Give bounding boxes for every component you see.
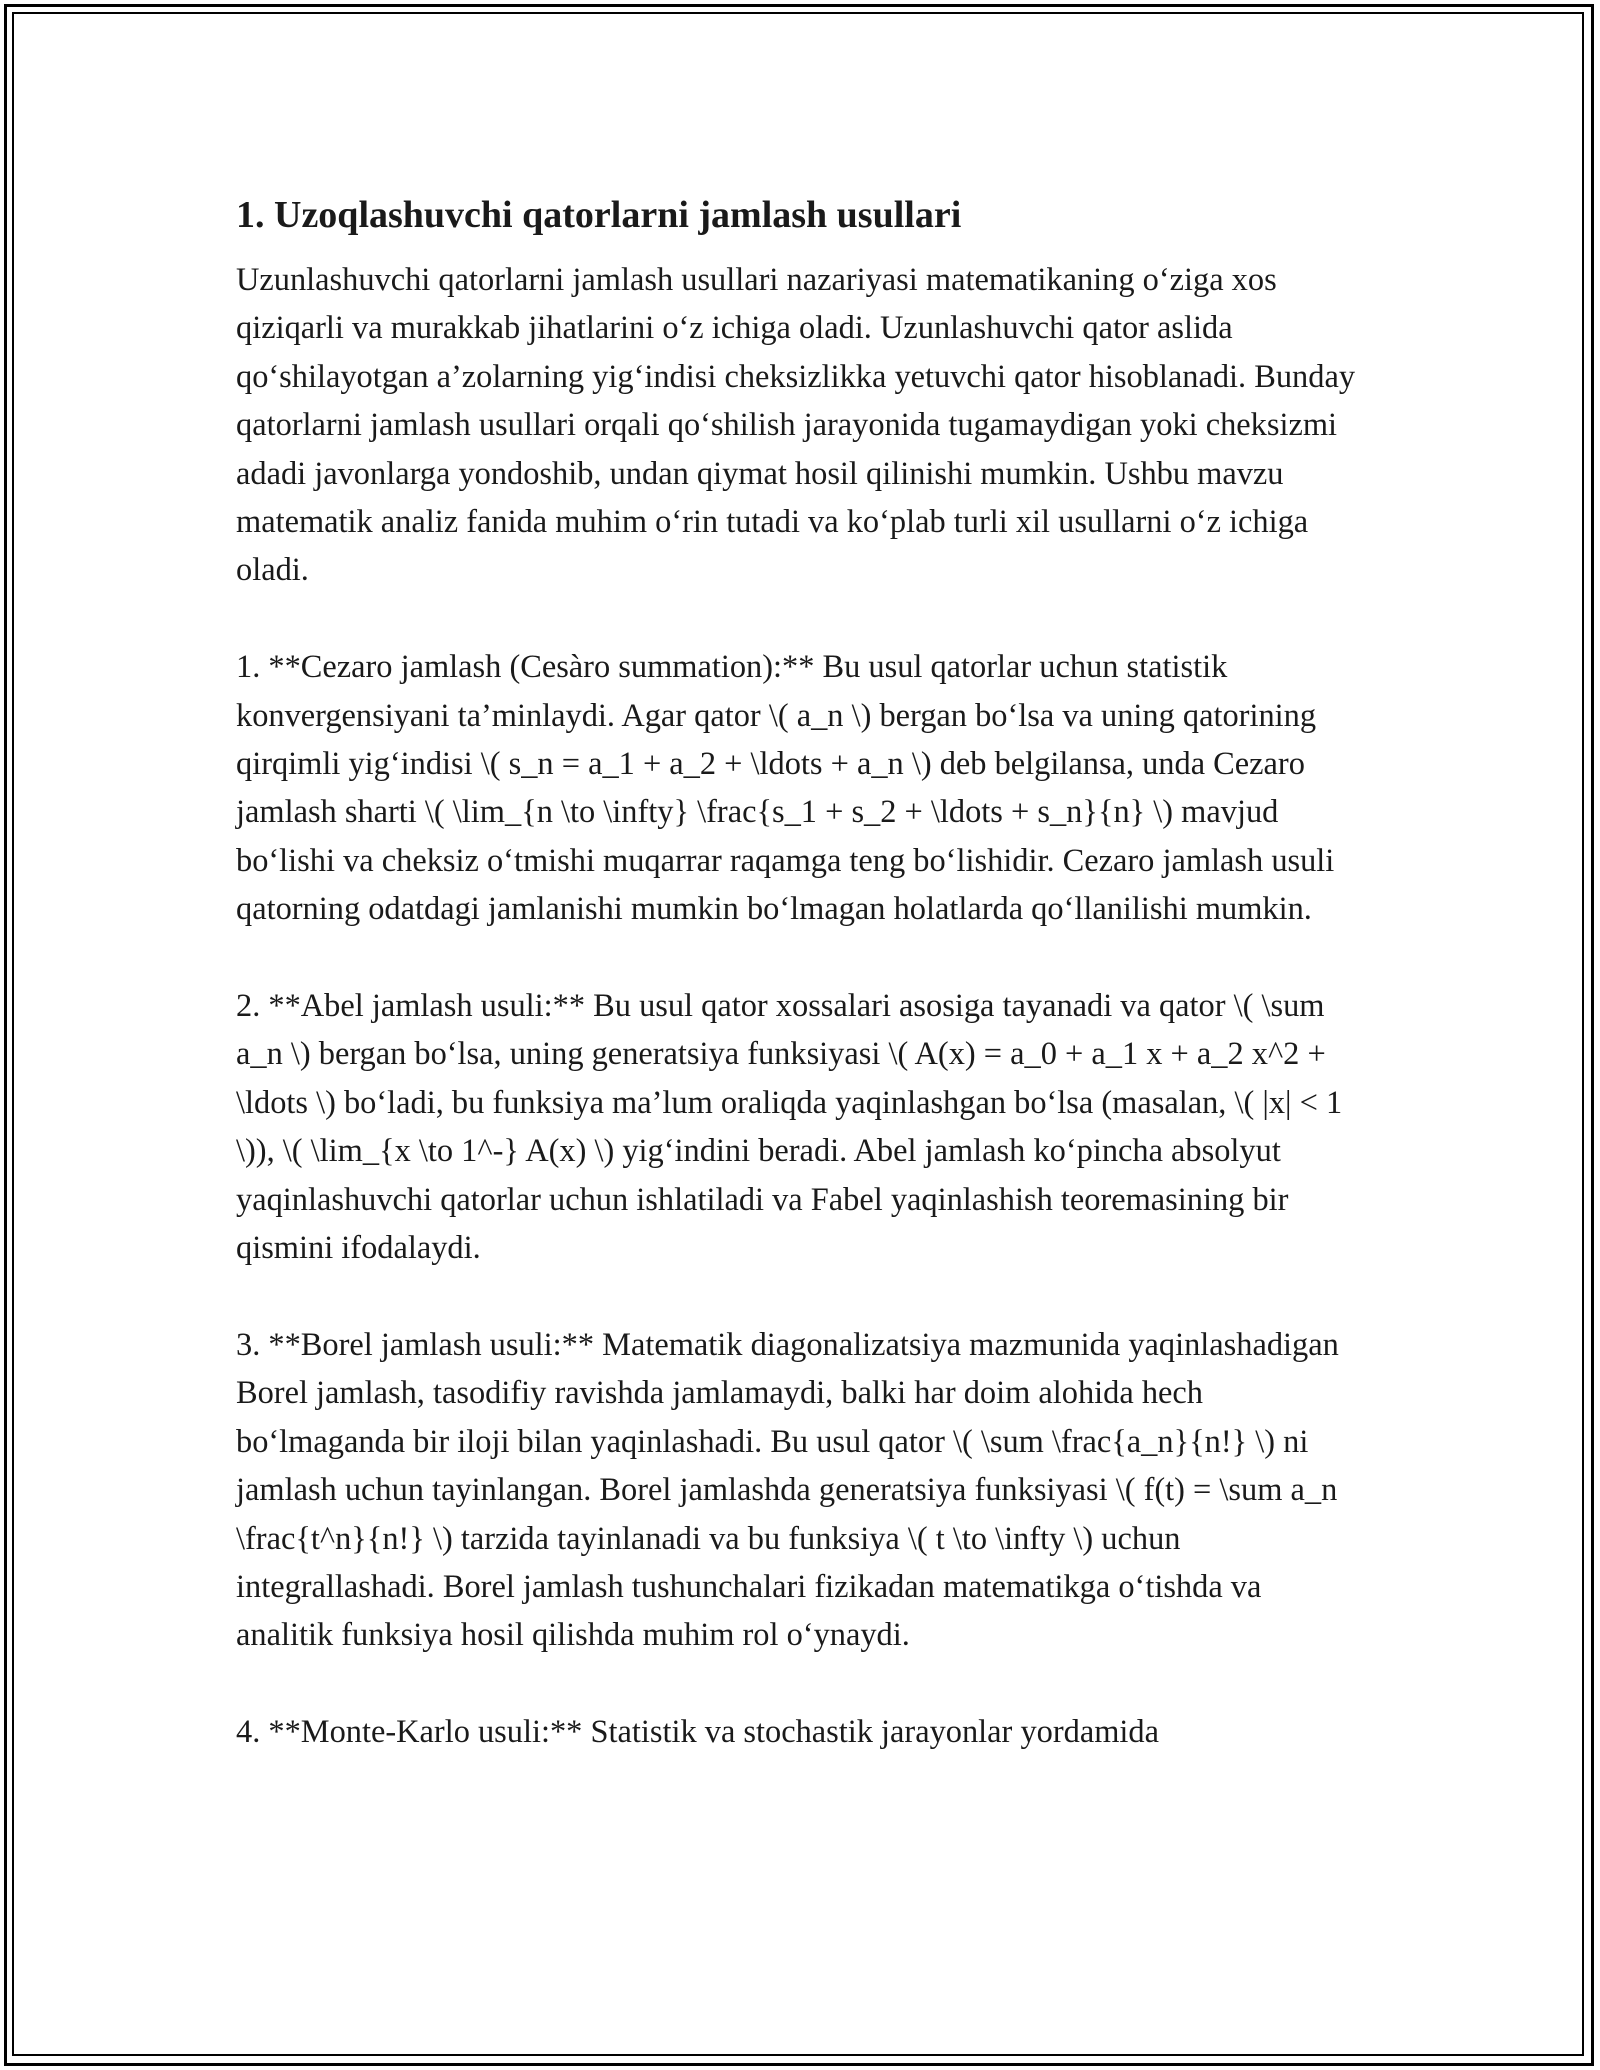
document-title: 1. Uzoqlashuvchi qatorlarni jamlash usullari xyxy=(236,194,962,236)
paragraph-intro: Uzunlashuvchi qatorlarni jamlash usullari nazariyasi matematikaning o‘ziga xos qiziqarli va murakkab jihatlarini o‘z ichiga oladi. Uzunlashuvchi qator aslida qo‘shilayotgan a’zolarning yig‘indisi cheksizlikka yetuvchi qator hisoblanadi. Bunday qatorlarni jamlash usullari orqali qo‘shilish jarayonida tugamaydigan yoki cheksizmi adadi javonlarga yondoshib, undan qiymat hosil qilinishi mumkin. Ushbu mavzu matematik analiz fanida muhim o‘rin tutadi va ko‘plab turli xil usullarni o‘z ichiga oladi. xyxy=(236,262,1356,589)
paragraph-monte-carlo: 4. **Monte-Karlo usuli:** Statistik va stochastik jarayonlar yordamida xyxy=(236,1714,1159,1751)
paragraph-cesaro: 1. **Cezaro jamlash (Cesàro summation):** Bu usul qatorlar uchun statistik konvergensiyani ta’minlaydi. Agar qator \( a_n \) bergan bo‘lsa va uning qatorining qirqimli yig‘indisi \( s_n = a_1 + a_2 + \ldots + a_n \) deb belgilansa, unda Cezaro jamlash sharti \( \lim_{n \to \infty} \frac{s_1 + s_2 + \ldots + s_n}{n} \) mavjud bo‘lishi va cheksiz o‘tmishi muqarrar raqamga teng bo‘lishidir. Cezaro jamlash usuli qatorning odatdagi jamlanishi mumkin bo‘lmagan holatlarda qo‘llanilishi mumkin. xyxy=(236,649,1335,928)
document-page xyxy=(236,190,1366,1805)
paragraph-borel: 3. **Borel jamlash usuli:** Matematik diagonalizatsiya mazmunida yaqinlashadigan Borel jamlash, tasodifiy ravishda jamlamaydi, balki har doim alohida hech bo‘lmaganda bir iloji bilan yaqinlashadi. Bu usul qator \( \sum \frac{a_n}{n!} \) ni jamlash uchun tayinlangan. Borel jamlashda generatsiya funksiyasi \( f(t) = \sum a_n \frac{t^n}{n!} \) tarzida tayinlanadi va bu funksiya \( t \to \infty \) uchun integrallashadi. Borel jamlash tushunchalari fizikadan matematikga o‘tishda va analitik funksiya hosil qilishda muhim rol o‘ynaydi. xyxy=(236,1326,1339,1654)
paragraph-abel: 2. **Abel jamlash usuli:** Bu usul qator xossalari asosiga tayanadi va qator \( \sum a_n \) bergan bo‘lsa, uning generatsiya funksiyasi \( A(x) = a_0 + a_1 x + a_2 x^2 + \ldots \) bo‘ladi, bu funksiya ma’lum oraliqda yaqinlashgan bo‘lsa (masalan, \( |x| < 1 \)), \( \lim_{x \to 1^-} A(x) \) yig‘indini beradi. Abel jamlash ko‘pincha absolyut yaqinlashuvchi qatorlar uchun ishlatiladi va Fabel yaqinlashish teoremasining bir qismini ifodalaydi. xyxy=(236,988,1343,1267)
